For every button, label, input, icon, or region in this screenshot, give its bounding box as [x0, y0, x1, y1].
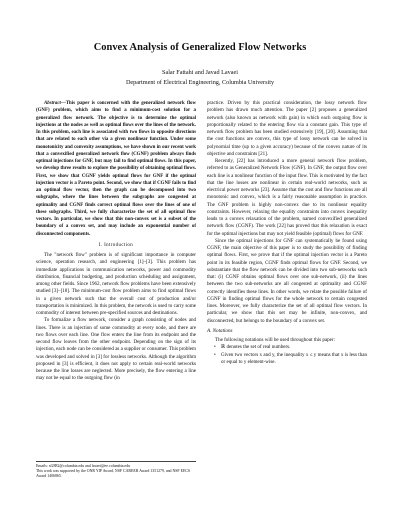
- footnote: [36, 461, 196, 480]
- left-column: [36, 100, 196, 383]
- paper-title: Convex Analysis of Generalized Flow Networks: [93, 42, 307, 53]
- notation-item: • Given two vectors x and y, the inequality x ≤ y means that x is less than or equal to y element-wise.: [214, 352, 367, 367]
- right-paragraph-2: Recently, [22] has introduced a more general network flow problem, referred to as Generalized Network Flow (GNF). In GNF, the output flow over each line is a nonlinear function of the input flow. This is motivated by the fact that the line losses are nonlinear in certain real-world networks, such as electrical power networks [23]. Assume that the cost and flow functions are all monotonic and convex, which is a fairly reasonable assumption in practice. The GNF problem is highly non-convex due to its nonlinear equality constraints. However, relaxing the equality constraints into convex inequality leads to a convex relaxation of the problem, named convexified generalized network flow (CGNF). The work [22] has proved that this relaxation is exact for the optimal injections but may not yield feasible (optimal) flows for GNF.: [207, 158, 367, 237]
- notation-item: • ℝ denotes the set of real numbers.: [214, 344, 367, 351]
- paper-affiliation: Department of Electrical Engineering, Columbia University: [125, 79, 275, 86]
- abstract: [36, 100, 196, 238]
- right-paragraph-1: practice. Driven by this practical consideration, the lossy network flow problem has drawn much attention. The paper [2] proposes a generalized network (also known as network with gain) in which each outgoing flow is proportionally related to the entering flow via a constant gain. This type of network flow problem has been studied extensively [19], [20]. Assuming that the cost functions are convex, this type of lossy network can be solved in polynomial time (up to a given accuracy) because of the convex nature of its objective and constraints [21].: [207, 100, 367, 157]
- subsection-heading-notations: A. Notations: [207, 327, 233, 334]
- intro-paragraph-1: The "network flow" problem is of significant importance in computer science, operation research, and engineering [1]–[3]. This problem has immediate applications in communication networks, power and commodity distribution, financial budgeting, and production scheduling and assignment, among other fields. Since 1962, network flow problems have been extensively studied [3]–[18]. The minimum-cost flow problem aims to find optimal flows in a given network such that the overall cost of production and/or transportation is minimized. In this problem, the network is used to carry some commodity of interest between pre-specified sources and destinations.: [36, 252, 196, 316]
- right-paragraph-3: Since the optimal injections for GNF can systematically be found using CGNF, the main objective of this paper is to study the possibility of finding optimal flows. First, we prove that if the optimal injection vector is a Pareto point in its feasible region, CGNF finds optimal flows for GNF. Second, we substantiate that the flow network can be divided into two sub-networks such that: (i) CGNF obtains optimal flows over one sub-network, (ii) the lines between the two sub-networks are all congested at optimality and CGNF correctly identifies these lines. In other words, we relate the possible failure of CGNF in finding optimal flows for the whole network to certain congested lines. Moreover, we fully characterize the set of all optimal flow vectors. In particular, we show that this set may be infinite, non-convex, and disconnected, but belongs to the boundary of a convex set.: [207, 237, 367, 324]
- section-heading-introduction: I. Introduction: [98, 242, 134, 248]
- intro-paragraph-2: To formalize a flow network, consider a graph consisting of nodes and lines. There is an injection of some commodity at every node, and there are two flows over each line. One flow enters the line from its endpoint and the second flow leaves from the other endpoint. Depending on the sign of its injection, each node can be considered as a supplier or consumer. This problem was developed and solved in [3] for lossless networks. Although the algorithm proposed in [3] is efficient, it does not apply to certain real-world networks because the line losses are neglected. More precisely, the flow entering a line may not be equal to the outgoing flow (in: [36, 317, 196, 382]
- abstract-label: Abstract: [44, 101, 61, 106]
- footnote-funding: This work was supported by the ONR YIP Award, NSF CAREER Award 1351279, and NSF EECS Award 1406865.: [36, 469, 191, 479]
- paper-authors: Salar Fattahi and Javad Lavaei: [162, 69, 238, 76]
- notations-intro: The following notations will be used throughout this paper:: [215, 337, 335, 343]
- right-column: [207, 100, 367, 366]
- notations-list: [207, 344, 367, 366]
- abstract-text: —This paper is concerned with the generalized network flow (GNF) problem, which aims to find a minimum-cost solution for a generalized flow network. The objective is to determine the optimal injections at the nodes as well as optimal flows over the lines of the network. In this problem, each line is associated with two flows in opposite directions that are related to each other via a given nonlinear function. Under some monotonicity and convexity assumptions, we have shown in our recent work that a convexified generalized network flow (CGNF) problem always finds optimal injections for GNF, but may fail to find optimal flows. In this paper, we develop three results to explore the possibility of obtaining optimal flows. First, we show that CGNF yields optimal flows for GNF if the optimal injection vector is a Pareto point. Second, we show that if CGNF fails to find an optimal flow vector, then the graph can be decomposed into two subgraphs, where the lines between the subgraphs are congested at optimality and CGNF finds correct optimal flows over the lines of one of these subgraphs. Third, we fully characterize the set of all optimal flow vectors. In particular, we show that this non-convex set is a subset of the boundary of a convex set, and may include an exponential number of disconnected components.: [36, 101, 196, 237]
- footnote-emails: Emails: sf2882@columbia.edu and lavaei@ee.columbia.edu: [36, 464, 131, 468]
